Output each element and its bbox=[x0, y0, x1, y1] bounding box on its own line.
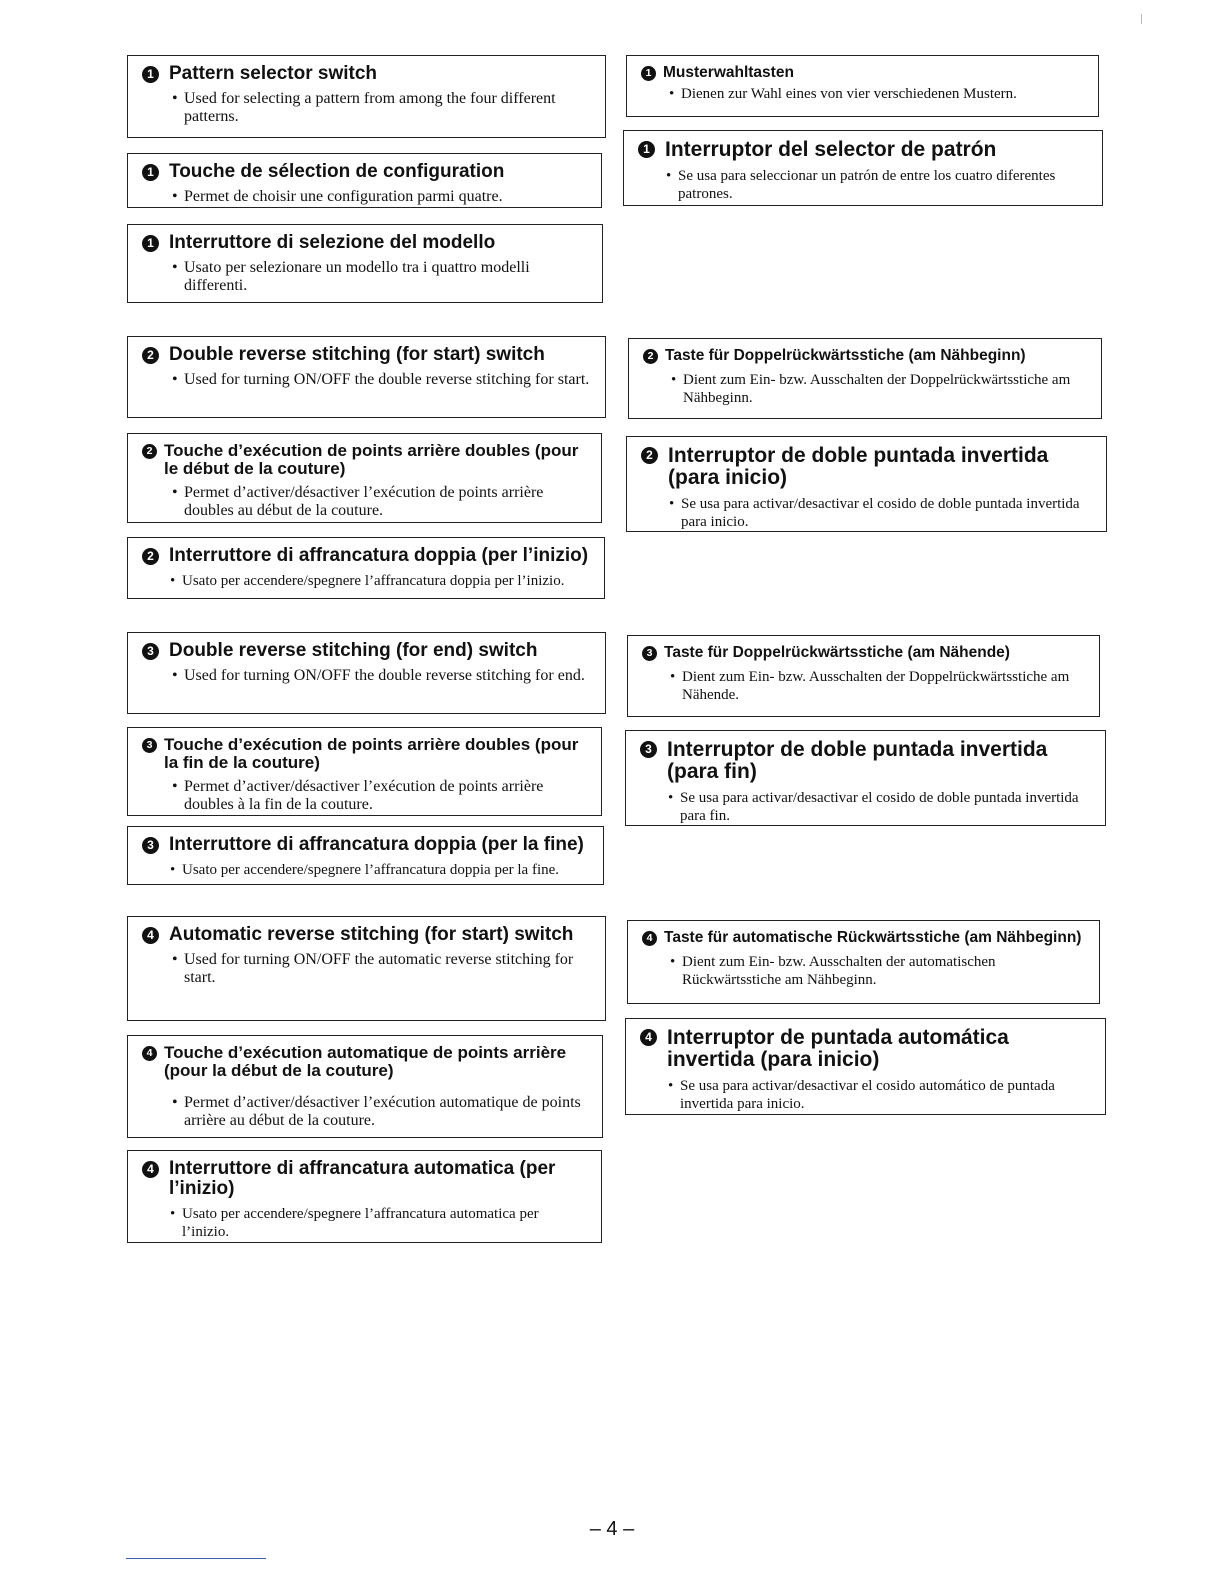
number-badge: 1 bbox=[142, 164, 159, 181]
section-text: Used for turning ON/OFF the double reverse stitching for end. bbox=[184, 667, 585, 684]
section-title: Touche d’exécution automatique de points arrière (pour la début de la couture) bbox=[164, 1043, 567, 1080]
section-title: Interruptor de doble puntada invertida (para inicio) bbox=[668, 444, 1049, 489]
number-badge: 3 bbox=[142, 837, 159, 854]
section-title: Interruptor de doble puntada invertida (para fin) bbox=[667, 738, 1048, 783]
section-text: Dient zum Ein- bzw. Ausschalten der Doppelrückwärtsstiche am Nähbeginn. bbox=[683, 372, 1071, 406]
section-3-es-box bbox=[625, 730, 1106, 826]
section-text: Se usa para seleccionar un patrón de entre los cuatro diferentes patrones. bbox=[678, 168, 1056, 202]
number-badge: 2 bbox=[142, 444, 157, 459]
section-text: Permet de choisir une configuration parmi quatre. bbox=[184, 188, 503, 205]
section-3-fr-box bbox=[127, 727, 602, 816]
number-badge: 3 bbox=[642, 646, 657, 661]
section-4-it-box bbox=[127, 1150, 602, 1243]
bullet-icon bbox=[172, 188, 184, 206]
section-text: Usato per selezionare un modello tra i quattro modelli differenti. bbox=[184, 259, 530, 294]
bullet-icon bbox=[671, 371, 683, 389]
section-text: Usato per accendere/spegnere l’affrancatura doppia per l’inizio. bbox=[182, 573, 565, 589]
number-badge: 4 bbox=[640, 1029, 657, 1046]
section-2-fr-box bbox=[127, 433, 602, 523]
section-title: Interruttore di affrancatura doppia (per la fine) bbox=[169, 834, 584, 855]
bullet-icon bbox=[172, 90, 184, 108]
bullet-icon bbox=[172, 667, 184, 685]
section-text: Permet d’activer/désactiver l’exécution de points arrière doubles au début de la couture. bbox=[184, 484, 544, 519]
section-2-es-box bbox=[626, 436, 1107, 532]
bullet-icon bbox=[670, 953, 682, 971]
bullet-icon bbox=[172, 371, 184, 389]
bullet-icon bbox=[170, 861, 182, 879]
bullet-icon bbox=[172, 484, 184, 502]
section-1-en-box bbox=[127, 55, 606, 138]
section-title: Taste für automatische Rückwärtsstiche (am Nähbeginn) bbox=[664, 929, 1082, 946]
section-1-it-box bbox=[127, 224, 603, 303]
section-4-es-box bbox=[625, 1018, 1106, 1115]
bullet-icon bbox=[172, 951, 184, 969]
scan-mark bbox=[1141, 14, 1142, 24]
section-3-en-box bbox=[127, 632, 606, 714]
section-text: Used for selecting a pattern from among the four different patterns. bbox=[184, 90, 556, 125]
number-badge: 2 bbox=[142, 347, 159, 364]
number-badge: 2 bbox=[142, 548, 159, 565]
section-title: Touche de sélection de configuration bbox=[169, 161, 505, 182]
section-title: Double reverse stitching (for start) switch bbox=[169, 344, 545, 365]
bullet-icon bbox=[172, 259, 184, 277]
section-1-fr-box bbox=[127, 153, 602, 208]
section-title: Interruttore di affrancatura automatica (per l’inizio) bbox=[169, 1158, 556, 1199]
section-title: Touche d’exécution de points arrière doubles (pour le début de la couture) bbox=[164, 441, 579, 478]
section-title: Interruttore di affrancatura doppia (per l’inizio) bbox=[169, 545, 589, 566]
footer-rule bbox=[126, 1558, 266, 1559]
number-badge: 4 bbox=[142, 1161, 159, 1178]
bullet-icon bbox=[172, 1094, 184, 1112]
bullet-icon bbox=[669, 85, 681, 103]
number-badge: 1 bbox=[641, 66, 656, 81]
section-text: Usato per accendere/spegnere l’affrancatura doppia per la fine. bbox=[182, 862, 560, 878]
number-badge: 3 bbox=[142, 738, 157, 753]
section-4-de-box bbox=[627, 920, 1100, 1004]
number-badge: 4 bbox=[142, 1046, 157, 1061]
bullet-icon bbox=[669, 495, 681, 513]
section-title: Musterwahltasten bbox=[663, 64, 794, 81]
section-text: Used for turning ON/OFF the double reverse stitching for start. bbox=[184, 371, 590, 388]
section-3-de-box bbox=[627, 635, 1100, 717]
section-text: Usato per accendere/spegnere l’affrancatura automatica per l’inizio. bbox=[182, 1206, 539, 1240]
number-badge: 3 bbox=[142, 643, 159, 660]
section-title: Automatic reverse stitching (for start) switch bbox=[169, 924, 574, 945]
number-badge: 3 bbox=[640, 741, 657, 758]
bullet-icon bbox=[670, 668, 682, 686]
number-badge: 1 bbox=[142, 235, 159, 252]
section-title: Interruptor del selector de patrón bbox=[665, 138, 997, 161]
bullet-icon bbox=[666, 167, 678, 185]
section-4-en-box bbox=[127, 916, 606, 1021]
number-badge: 4 bbox=[142, 927, 159, 944]
section-2-de-box bbox=[628, 338, 1102, 419]
section-title: Touche d’exécution de points arrière doubles (pour la fin de la couture) bbox=[164, 735, 579, 772]
section-text: Se usa para activar/desactivar el cosido automático de puntada invertida para inicio. bbox=[680, 1078, 1055, 1112]
section-text: Dienen zur Wahl eines von vier verschiedenen Mustern. bbox=[681, 86, 1017, 102]
section-1-de-box bbox=[626, 55, 1099, 117]
section-text: Permet d’activer/désactiver l’exécution automatique de points arrière au début de la couture. bbox=[184, 1094, 581, 1129]
number-badge: 2 bbox=[641, 447, 658, 464]
section-title: Interruptor de puntada automática invertida (para inicio) bbox=[667, 1026, 1009, 1071]
bullet-icon bbox=[668, 1077, 680, 1095]
section-text: Dient zum Ein- bzw. Ausschalten der Doppelrückwärtsstiche am Nähende. bbox=[682, 669, 1070, 703]
number-badge: 4 bbox=[642, 931, 657, 946]
section-title: Double reverse stitching (for end) switch bbox=[169, 640, 538, 661]
section-title: Taste für Doppelrückwärtsstiche (am Nähbeginn) bbox=[665, 347, 1026, 364]
bullet-icon bbox=[170, 572, 182, 590]
section-1-es-box bbox=[623, 130, 1103, 206]
section-text: Se usa para activar/desactivar el cosido de doble puntada invertida para fin. bbox=[680, 790, 1079, 824]
section-title: Interruttore di selezione del modello bbox=[169, 232, 496, 253]
number-badge: 2 bbox=[643, 349, 658, 364]
section-text: Dient zum Ein- bzw. Ausschalten der automatischen Rückwärtsstiche am Nähbeginn. bbox=[682, 954, 996, 988]
bullet-icon bbox=[172, 778, 184, 796]
section-2-en-box bbox=[127, 336, 606, 418]
section-2-it-box bbox=[127, 537, 605, 599]
section-text: Se usa para activar/desactivar el cosido de doble puntada invertida para inicio. bbox=[681, 496, 1080, 530]
bullet-icon bbox=[170, 1205, 182, 1223]
number-badge: 1 bbox=[638, 141, 655, 158]
section-3-it-box bbox=[127, 826, 604, 885]
section-title: Taste für Doppelrückwärtsstiche (am Nähende) bbox=[664, 644, 1010, 661]
section-4-fr-box bbox=[127, 1035, 603, 1138]
section-text: Used for turning ON/OFF the automatic reverse stitching for start. bbox=[184, 951, 574, 986]
section-title: Pattern selector switch bbox=[169, 63, 378, 84]
section-text: Permet d’activer/désactiver l’exécution de points arrière doubles à la fin de la couture. bbox=[184, 778, 544, 813]
bullet-icon bbox=[668, 789, 680, 807]
number-badge: 1 bbox=[142, 66, 159, 83]
page-number: – 4 – bbox=[589, 1518, 635, 1540]
